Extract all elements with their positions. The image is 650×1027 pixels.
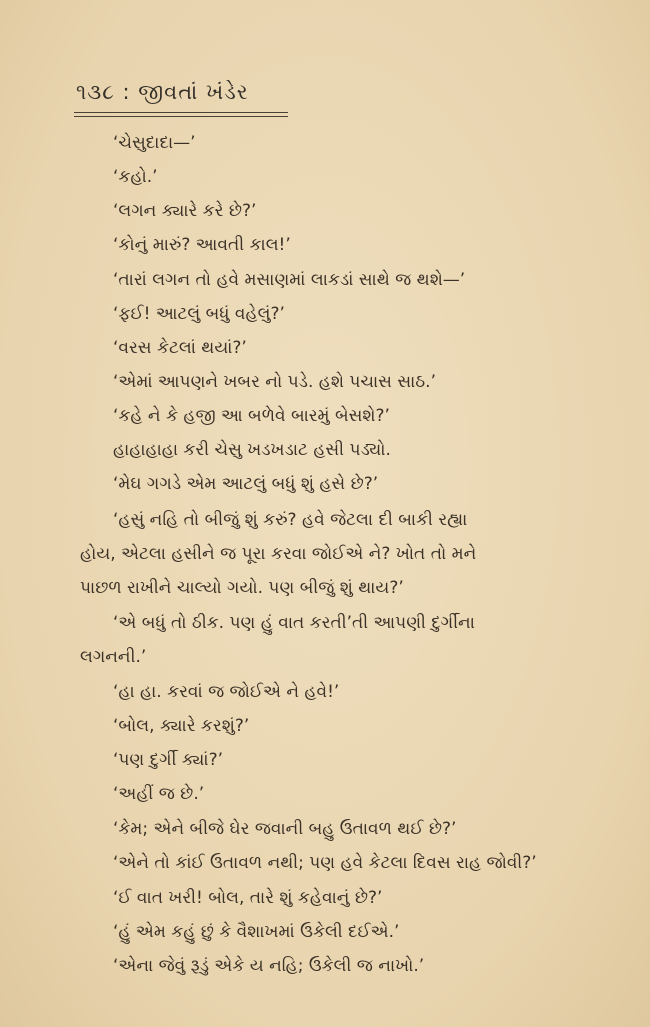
- text-line: ‘ફઈ! આટલું બધું વહેલું?’: [113, 304, 285, 324]
- text-line: ‘લગન ક્યારે કરે છે?’: [113, 201, 257, 221]
- text-line: ‘કેમ; એને બીજે ઘેર જવાની બહુ ઉતાવળ થઈ છે?’: [113, 819, 457, 839]
- text-line: ‘કોનું મારું? આવતી કાલ!’: [113, 235, 291, 255]
- text-line: હાહાહાહા કરી ચેસુ ખડખડાટ હસી પડ્યો.: [113, 440, 391, 460]
- text-line: ‘ચેસુદાદા—’: [113, 133, 196, 153]
- text-line: ‘એને તો કાંઈ ઉતાવળ નથી; પણ હવે કેટલા દિવસ રાહ જોવી?’: [113, 853, 537, 873]
- text-line: ‘પણ દુર્ગી ક્યાં?’: [113, 750, 224, 770]
- text-line: ‘કહે ને કે હજી આ બળેવે બારમું બેસશે?’: [113, 406, 390, 426]
- text-line: ‘હું એમ કહું છું કે વૈશાખમાં ઉકેલી દઈએ.’: [113, 922, 400, 942]
- text-line: ‘તારાં લગન તો હવે મસાણમાં લાકડાં સાથે જ થશે—’: [113, 270, 466, 290]
- text-line: ‘હસું નહિ તો બીજું શું કરું? હવે જેટલા દી બાકી રહ્યા: [113, 510, 468, 530]
- text-line: ‘વરસ કેટલાં થયાં?’: [113, 338, 247, 358]
- page-header: ૧૩૮ : જીવતાં ખંડેર: [76, 80, 249, 104]
- text-line: પાછળ રાખીને ચાલ્યો ગયો. પણ બીજું શું થાય?’: [80, 578, 404, 598]
- text-line: ‘એમાં આપણને ખબર નો પડે. હશે પચાસ સાઠ.’: [113, 372, 436, 392]
- text-line: ‘એના જેવું રૂડું એકે ય નહિ; ઉકેલી જ નાખો.’: [113, 956, 425, 976]
- text-line: ‘એ બધું તો ઠીક. પણ હું વાત કરતી’તી આપણી દુર્ગીના: [113, 613, 475, 633]
- text-line: ‘કહો.’: [113, 167, 158, 187]
- text-line: ‘બોલ, ક્યારે કરશું?’: [113, 716, 250, 736]
- text-line: ‘ઈ વાત ખરી! બોલ, તારે શું કહેવાનું છે?’: [113, 888, 383, 908]
- text-line: હોય, એટલા હસીને જ પૂરા કરવા જોઈએ ને? ખોત તો મને: [80, 544, 477, 564]
- text-line: ‘હા હા. કરવાં જ જોઈએ ને હવે!’: [113, 682, 340, 702]
- header-rule: [74, 112, 288, 117]
- text-line: લગનની.’: [80, 647, 147, 667]
- text-line: ‘મેઘ ગગડે એમ આટલું બધું શું હસે છે?’: [113, 474, 379, 494]
- text-line: ‘અહીં જ છે.’: [113, 784, 205, 804]
